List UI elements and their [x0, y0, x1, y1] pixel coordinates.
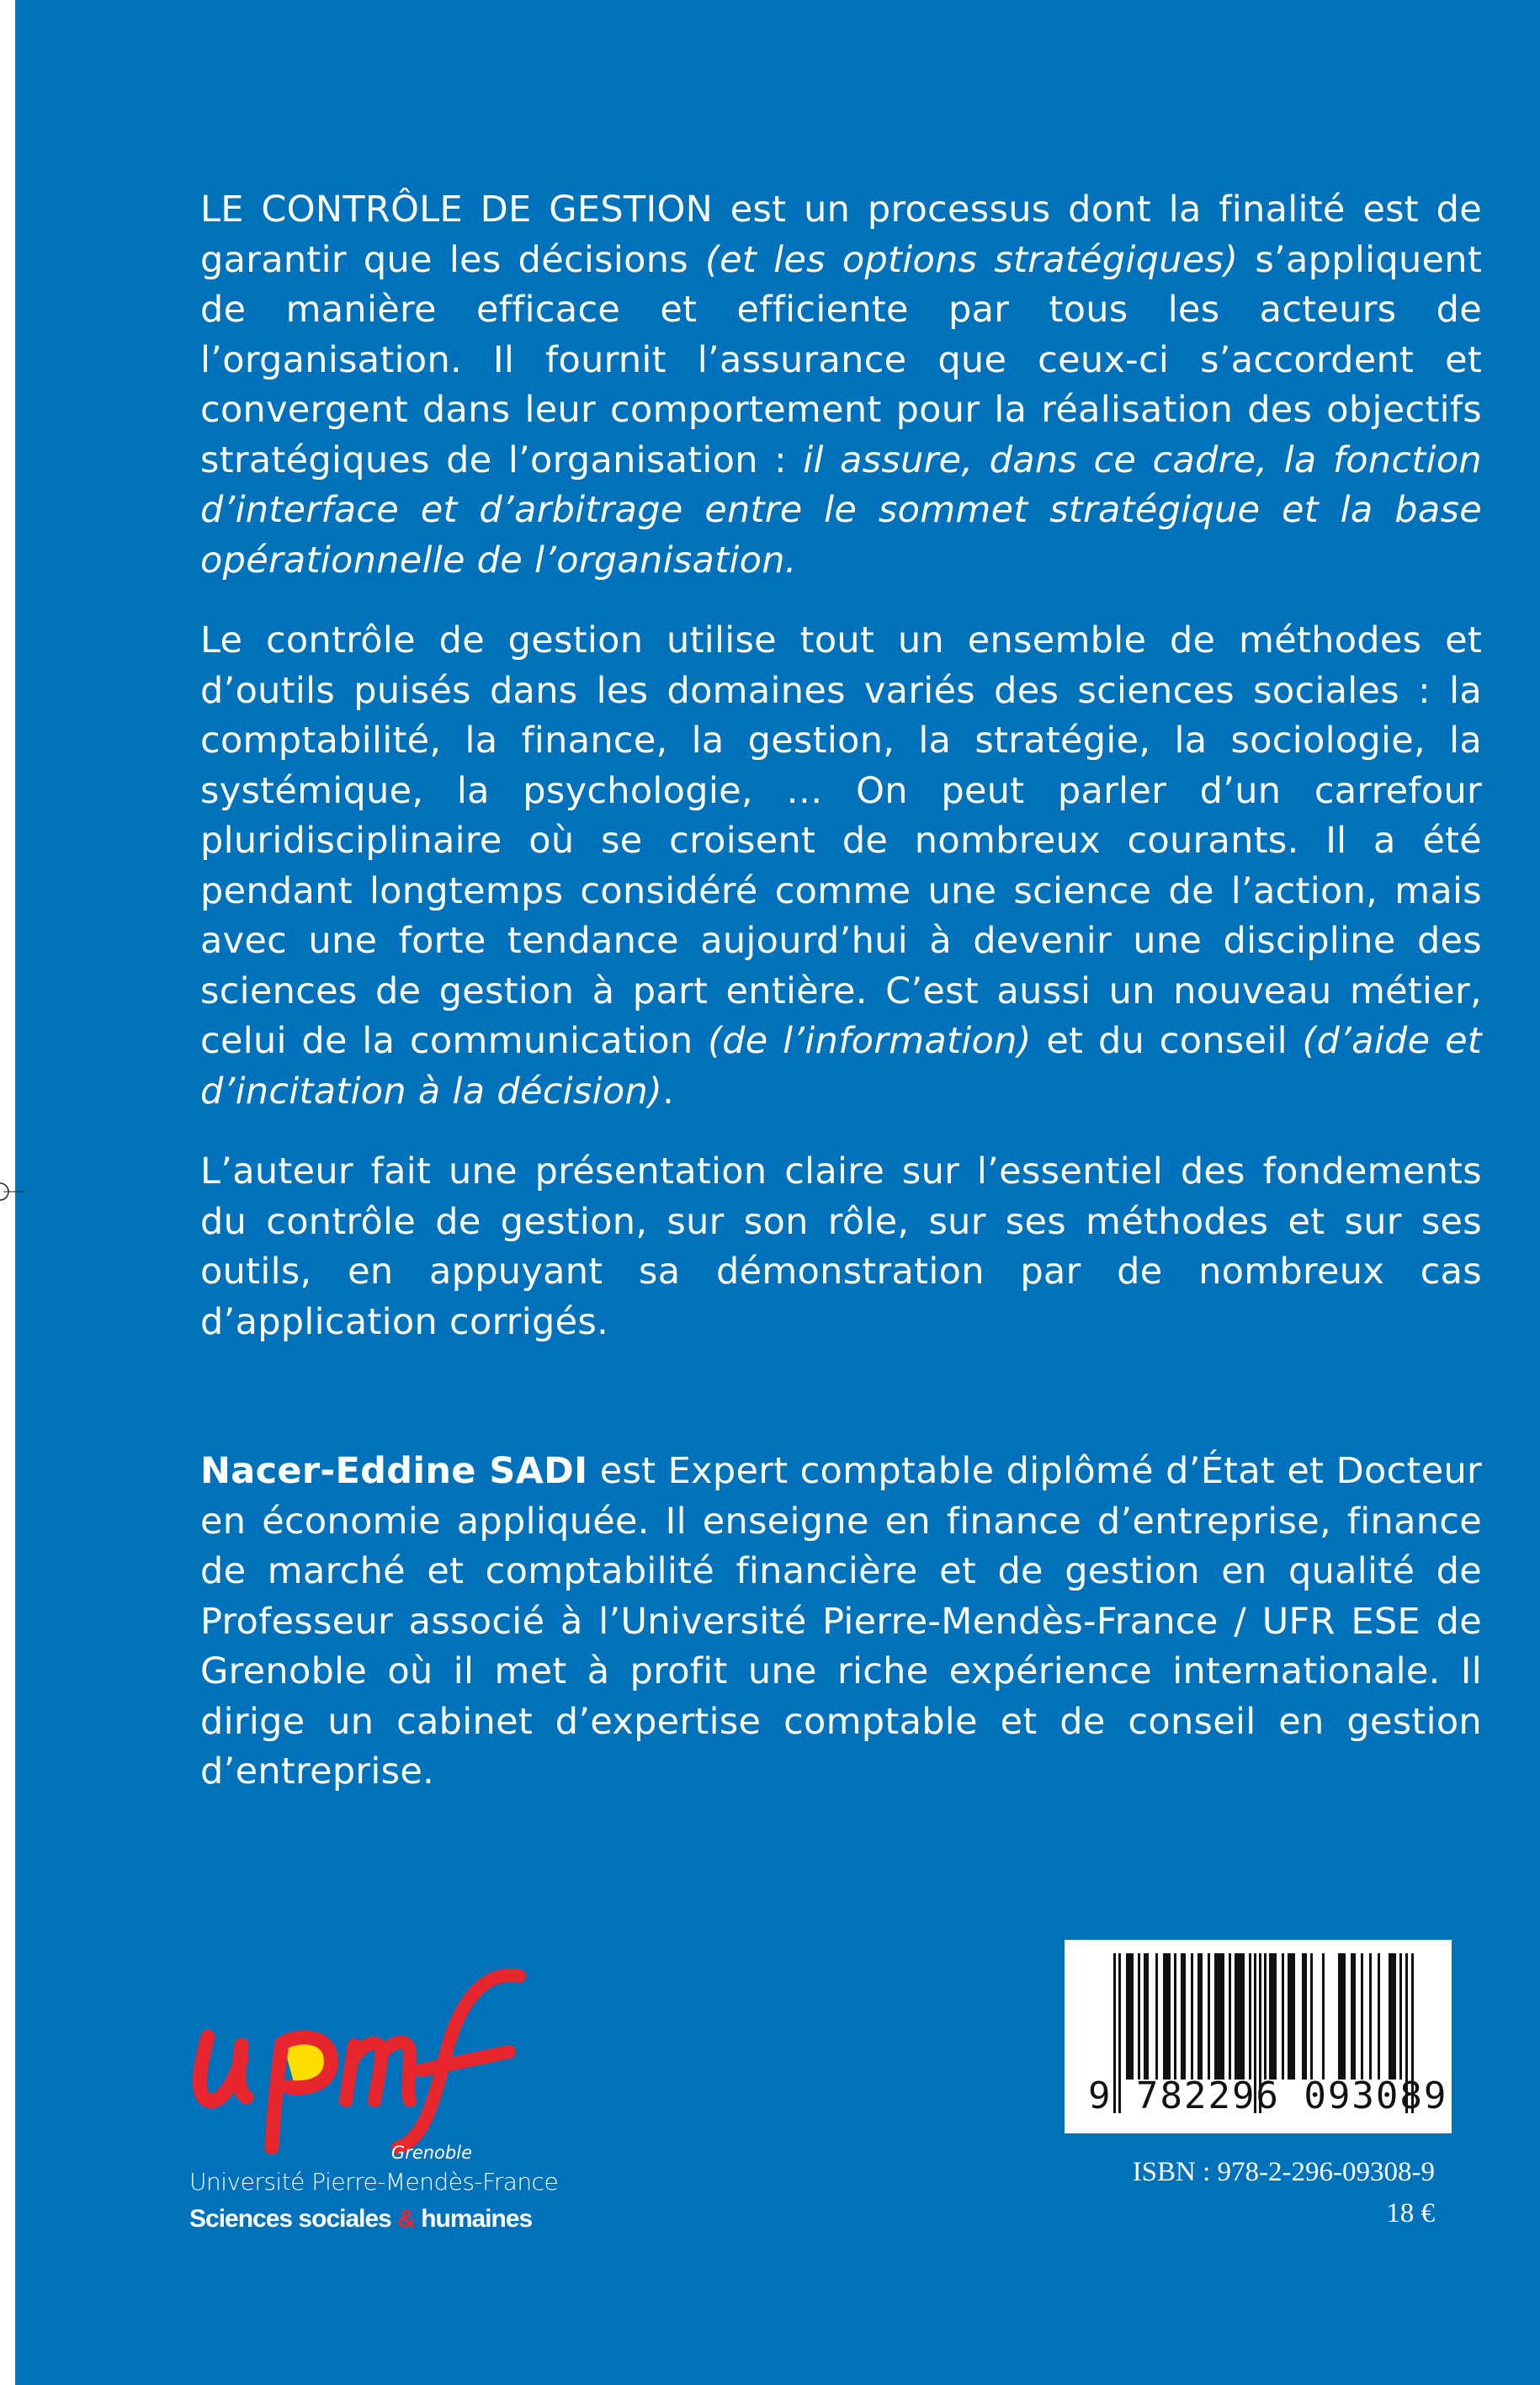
- upmf-logo: [189, 1952, 568, 2255]
- blurb-paragraph-1: LE CONTRÔLE DE GESTION est un processus dont la finalité est de garantir que les décisions (et les options stratégiques) s’appliquent de manière efficace et efficiente par tous les acteurs de l’organisation. Il fournit l’assurance que ceux-ci s’accordent et convergent dans leur comportement pour la réalisation des objectifs stratégiques de l’organisation : il assure, dans ce cadre, la fonction d’interface et d’arbitrage entre le sommet stratégique et la base opérationnelle de l’organisation.: [200, 189, 1482, 582]
- logo-city: Grenoble: [390, 2143, 472, 2163]
- isbn-barcode: [1065, 1940, 1452, 2133]
- barcode-digits: 9 782296 093089: [1088, 2074, 1448, 2117]
- author-bio: Nacer-Eddine SADI est Expert comptable diplômé d’État et Docteur en économie appliquée. Il enseigne en finance d’entreprise, finance de marché et comptabilité financière et de gestion en qualité de Professeur associé à l’Université Pierre-Mendès-France / UFR ESE de Grenoble où il met à profit une riche expérience internationale. Il dirige un cabinet d’expertise comptable et de conseil en gestion d’entreprise.: [200, 1450, 1483, 1793]
- upmf-wordmark-icon: [189, 1952, 568, 2154]
- isbn-label: ISBN : 978-2-296-09308-9: [1132, 2157, 1435, 2187]
- blurb-paragraph-2: Le contrôle de gestion utilise tout un ensemble de méthodes et d’outils puisés dans les domaines variés des sciences sociales : la comptabilité, la finance, la gestion, la stratégie, la sociologie, la systémique, la psychologie, … On peut parler d’un carrefour pluridisciplinaire où se croisent de nombreux courants. Il a été pendant longtemps considéré comme une science de l’action, mais avec une forte tendance aujourd’hui à devenir une discipline des sciences de gestion à part entière. C’est aussi un nouveau métier, celui de la communication (de l’information) et du conseil (d’aide et d’incitation à la décision).: [200, 619, 1482, 1113]
- registration-mark-icon: [0, 1182, 25, 1202]
- blurb-lead: LE CONTRÔLE DE GESTION: [200, 189, 714, 231]
- author-name: Nacer-Eddine SADI: [200, 1450, 588, 1492]
- blurb-text: [200, 185, 1482, 1798]
- logo-faculty: Sciences sociales & humaines: [189, 2205, 533, 2233]
- price-label: 18 €: [1386, 2198, 1435, 2228]
- logo-university: Université Pierre-Mendès-France: [189, 2168, 559, 2196]
- blurb-paragraph-3: L’auteur fait une présentation claire sur l’essentiel des fondements du contrôle de gestion, sur son rôle, sur ses méthodes et sur ses outils, en appuyant sa démonstration par de nombreux cas d’application corrigés.: [200, 1150, 1482, 1343]
